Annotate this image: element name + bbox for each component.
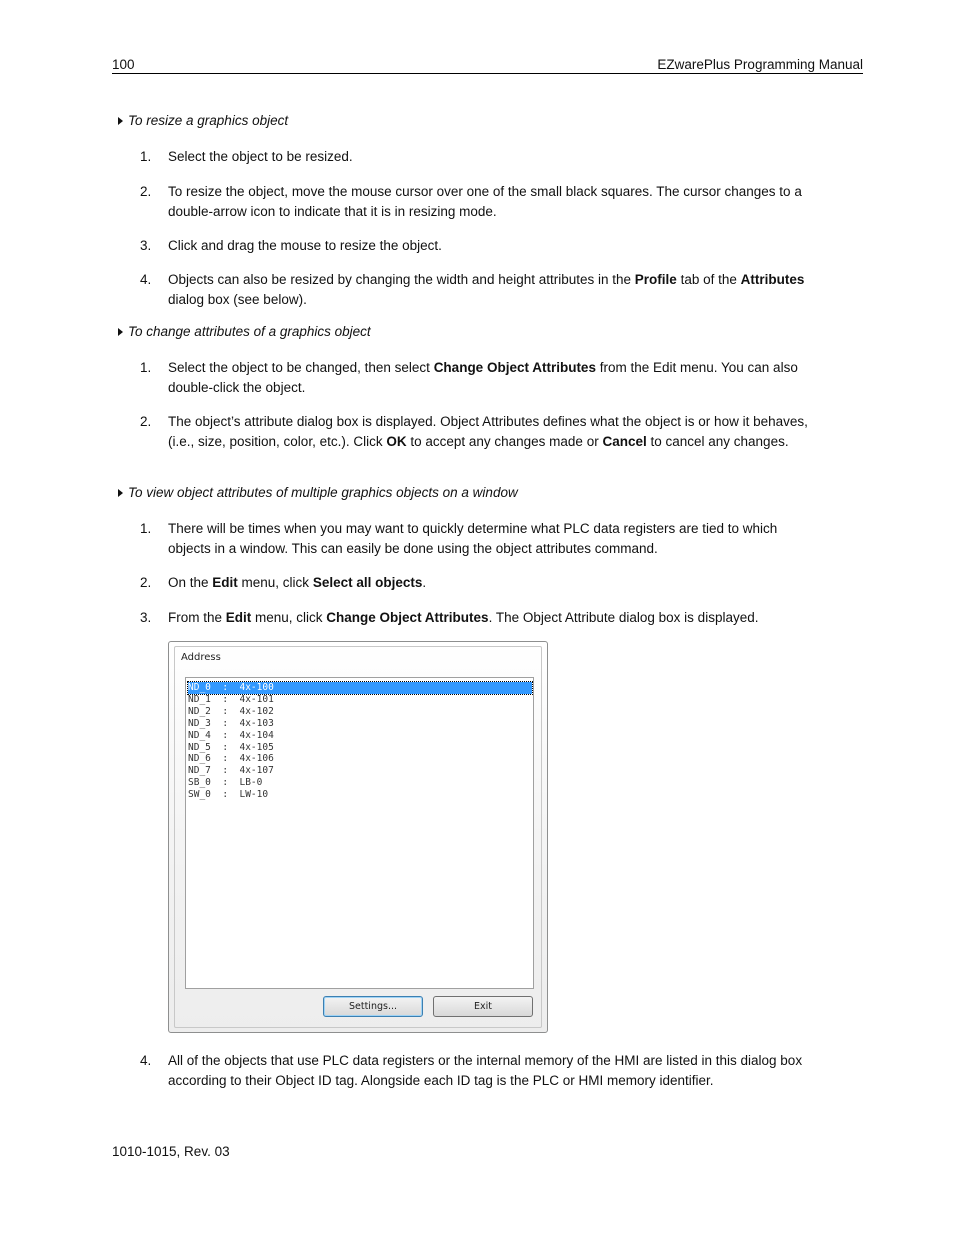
address-list-item[interactable]: SB_0 : LB-0 [188, 777, 263, 789]
list-number: 1. [140, 521, 152, 536]
address-listbox[interactable] [185, 677, 534, 989]
triangle-bullet-icon [118, 489, 123, 497]
triangle-bullet-icon [118, 328, 123, 336]
section-heading-view: To view object attributes of multiple graphics objects on a window [118, 485, 518, 500]
address-groupbox [174, 646, 542, 1028]
list-number: 3. [140, 238, 152, 253]
list-number: 3. [140, 610, 152, 625]
address-list-item[interactable]: ND_0 : 4x-100 [188, 682, 532, 694]
list-number: 4. [140, 1053, 152, 1068]
object-attribute-dialog [168, 641, 548, 1033]
address-list-item[interactable]: ND_1 : 4x-101 [188, 693, 274, 705]
triangle-bullet-icon [118, 117, 123, 125]
page-header [112, 57, 863, 74]
settings-button[interactable]: Settings... [323, 996, 423, 1017]
address-list-item[interactable]: ND_5 : 4x-105 [188, 741, 274, 753]
address-list-item[interactable]: SW_0 : LW-10 [188, 789, 269, 801]
address-list-item[interactable]: ND_6 : 4x-106 [188, 753, 274, 765]
list-number: 1. [140, 360, 152, 375]
manual-title: EZwarePlus Programming Manual [657, 57, 863, 72]
address-list-item[interactable]: ND_4 : 4x-104 [188, 729, 274, 741]
list-number: 2. [140, 575, 152, 590]
exit-button[interactable]: Exit [433, 996, 533, 1017]
list-number: 2. [140, 414, 152, 429]
address-list-item[interactable]: ND_2 : 4x-102 [188, 705, 274, 717]
address-list-item[interactable]: ND_7 : 4x-107 [188, 765, 274, 777]
list-number: 1. [140, 149, 152, 164]
address-group-label: Address [181, 652, 221, 663]
section-heading-resize: To resize a graphics object [118, 113, 288, 128]
section-heading-change: To change attributes of a graphics object [118, 324, 371, 339]
list-number: 2. [140, 184, 152, 199]
address-list-item[interactable]: ND_3 : 4x-103 [188, 717, 274, 729]
list-number: 4. [140, 272, 152, 287]
page-number: 100 [112, 57, 135, 72]
doc-number: 1010-1015, Rev. 03 [112, 1144, 230, 1159]
